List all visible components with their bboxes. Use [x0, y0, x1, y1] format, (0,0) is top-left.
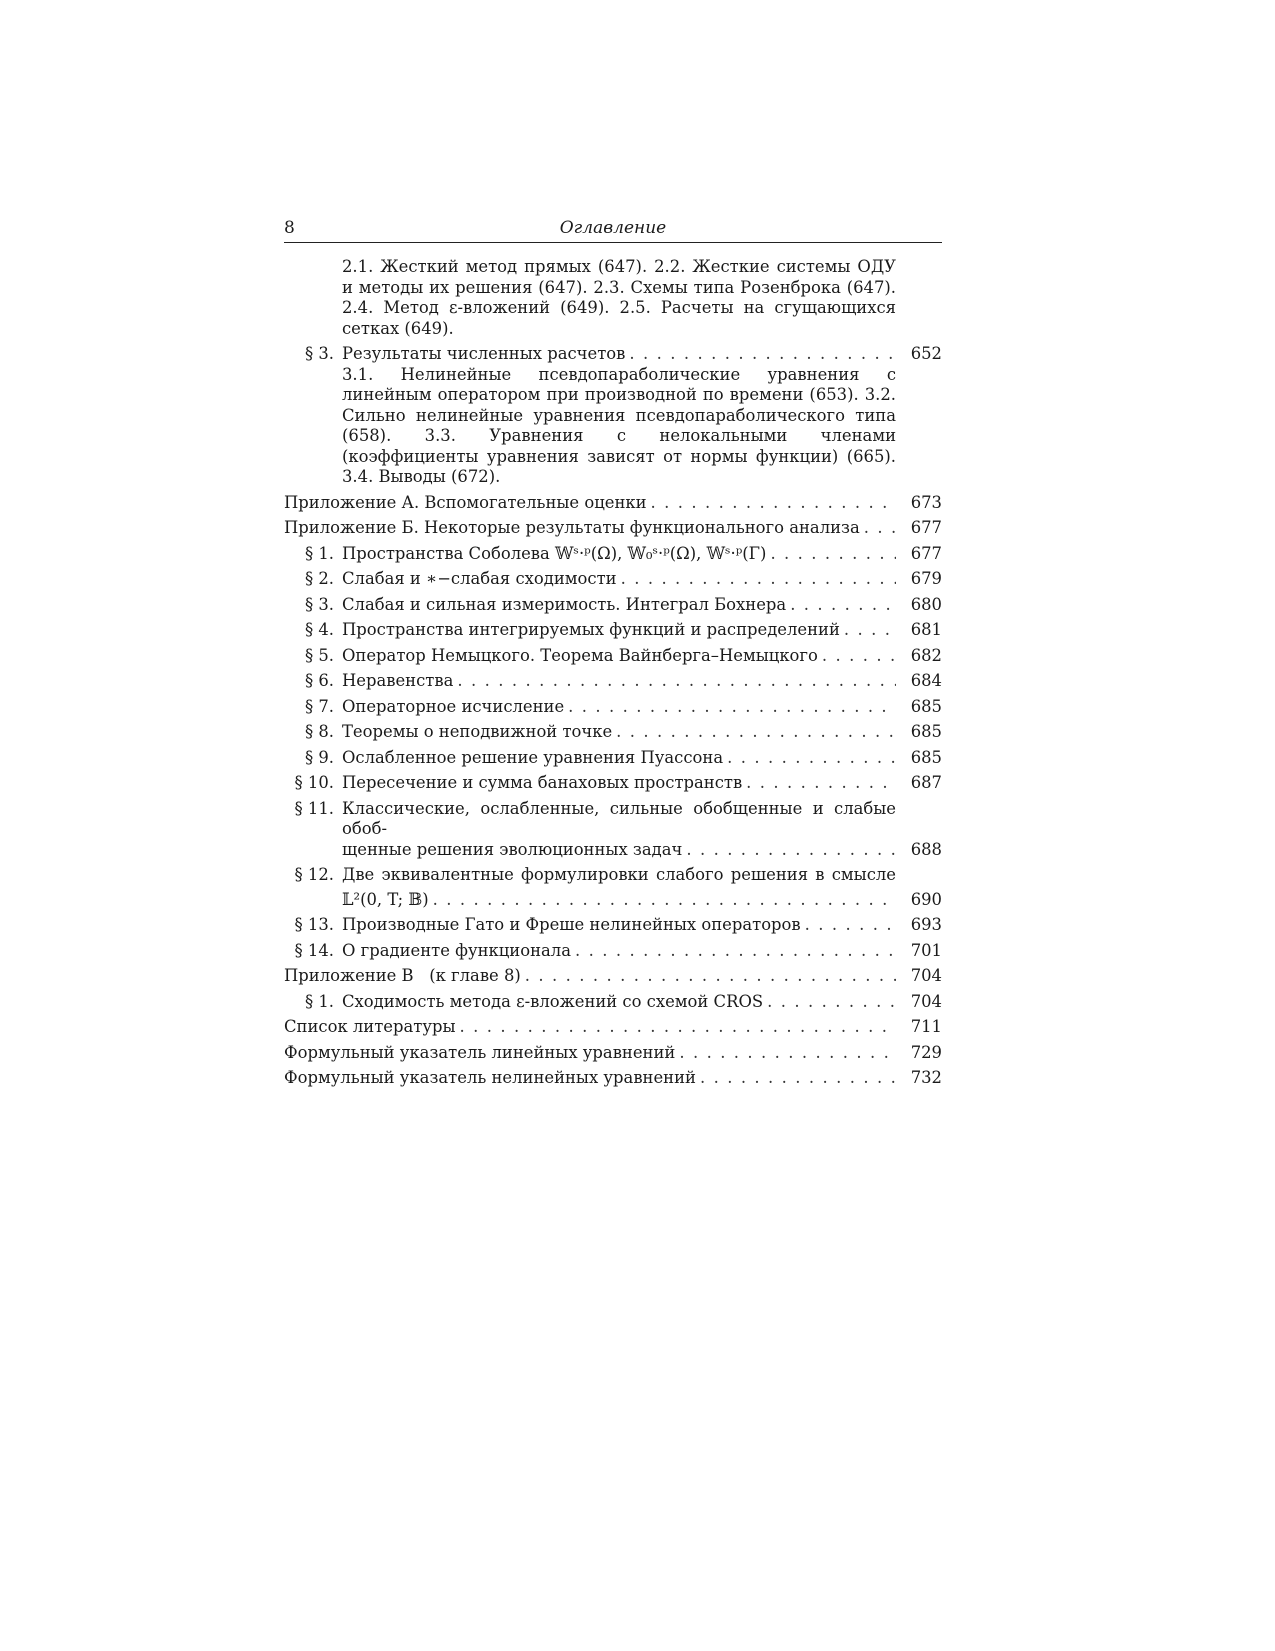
- leader-dots: [822, 646, 896, 667]
- entry-title-line-2: 𝕃²(0, T; 𝔹): [342, 889, 429, 909]
- section-number: § 10.: [294, 773, 334, 792]
- leader-dots: [767, 992, 896, 1013]
- entry-title: Теоремы о неподвижной точке: [342, 722, 613, 741]
- leader-dots: [686, 840, 896, 861]
- toc-entry-3[interactable]: [284, 344, 942, 365]
- page-ref: 652: [910, 344, 942, 363]
- toc-list: [284, 243, 942, 1089]
- entry-title: Пересечение и сумма банаховых пространств: [342, 773, 743, 792]
- toc-entry-b9[interactable]: [284, 748, 942, 769]
- leader-dots: [621, 569, 896, 590]
- page-number: 8: [284, 218, 295, 238]
- leader-dots: [844, 620, 896, 641]
- leader-dots: [568, 697, 896, 718]
- toc-entry-b13[interactable]: [284, 915, 942, 936]
- entry-title: Слабая и сильная измеримость. Интеграл Бохнера: [342, 594, 787, 614]
- entry-title: Оператор Немыцкого. Теорема Вайнберга–Немыцкого: [342, 645, 818, 665]
- toc-entry-b8[interactable]: [284, 722, 942, 743]
- section-number: § 2.: [304, 569, 334, 588]
- page-ref: 711: [910, 1017, 942, 1036]
- section-number: § 5.: [304, 645, 334, 665]
- leader-dots: [651, 493, 896, 514]
- leader-dots: [433, 890, 896, 911]
- leader-dots: [679, 1043, 896, 1064]
- toc-entry-b14[interactable]: [284, 941, 942, 962]
- leader-dots: [727, 748, 896, 769]
- entry-title: Слабая и ∗−слабая сходимости: [342, 569, 617, 588]
- page-ref: 682: [910, 645, 942, 665]
- leader-dots: [746, 773, 896, 794]
- section-number: § 3.: [304, 594, 334, 614]
- section-number: § 7.: [304, 696, 334, 716]
- toc-entry-appendix-a[interactable]: [284, 493, 942, 514]
- entry-title: Сходимость метода ε-вложений со схемой CROS: [342, 991, 764, 1011]
- page-ref: 685: [910, 696, 942, 716]
- toc-entry-b2[interactable]: [284, 569, 942, 590]
- subsection-description: 3.1. Нелинейные псевдопараболические уравнения с линейным оператором при производной по времени (653). 3.2. Сильно нелинейные уравнения псевдопараболического типа (658). 3.3. Уравнения с нелокальными членами (коэффициенты уравнения зависят от нормы функции) (665). 3.4. Выводы (672).: [342, 364, 896, 486]
- page-ref: 704: [910, 966, 942, 985]
- section-number: § 4.: [304, 620, 334, 639]
- entry-title: Пространства интегрируемых функций и распределений: [342, 620, 840, 639]
- leader-dots: [790, 595, 896, 616]
- entry-title-line-1: Классические, ослабленные, сильные обобщенные и слабые обоб-: [342, 798, 896, 838]
- section-number: § 1.: [304, 991, 334, 1011]
- leader-dots: [864, 518, 896, 539]
- section-number: § 12.: [294, 865, 334, 884]
- section-number: § 11.: [294, 798, 334, 818]
- section-number: § 9.: [304, 747, 334, 767]
- entry-title: Приложение А. Вспомогательные оценки: [284, 492, 647, 512]
- page-ref: 685: [910, 722, 942, 741]
- page-ref: 680: [910, 594, 942, 614]
- entry-title: Производные Гато и Фреше нелинейных операторов: [342, 915, 801, 934]
- page-ref: 729: [910, 1042, 942, 1062]
- entry-title: Операторное исчисление: [342, 696, 565, 716]
- toc-entry-references[interactable]: [284, 1017, 942, 1038]
- leader-dots: [805, 915, 896, 936]
- leader-dots: [629, 344, 896, 365]
- page-ref: 690: [910, 889, 942, 909]
- page-ref: 681: [910, 620, 942, 639]
- entry-title-line-1: Две эквивалентные формулировки слабого решения в смысле: [342, 865, 896, 884]
- entry-title: Формульный указатель нелинейных уравнений: [284, 1068, 696, 1087]
- leader-dots: [457, 671, 896, 692]
- entry-title: Формульный указатель линейных уравнений: [284, 1042, 676, 1062]
- page-ref: 677: [910, 518, 942, 537]
- entry-title: Результаты численных расчетов: [342, 344, 626, 363]
- toc-entry-v1[interactable]: [284, 992, 942, 1013]
- entry-title: Неравенства: [342, 671, 454, 690]
- toc-entry-b6[interactable]: [284, 671, 942, 692]
- page-ref: 685: [910, 747, 942, 767]
- entry-title: Ослабленное решение уравнения Пуассона: [342, 747, 724, 767]
- entry-title-line-2: щенные решения эволюционных задач: [342, 839, 683, 859]
- entry-title: Приложение Б. Некоторые результаты функционального анализа: [284, 518, 860, 537]
- toc-entry-nonlinear-index[interactable]: [284, 1068, 942, 1089]
- leader-dots: [700, 1068, 896, 1089]
- page-ref: 687: [910, 773, 942, 792]
- page-ref: 701: [910, 940, 942, 960]
- entry-title: Список литературы: [284, 1017, 456, 1036]
- page-ref: 704: [910, 991, 942, 1011]
- page-ref: 679: [910, 569, 942, 588]
- section-number: § 6.: [304, 671, 334, 690]
- page-ref: 677: [910, 543, 942, 563]
- section-number: § 13.: [294, 915, 334, 934]
- page-ref: 673: [910, 492, 942, 512]
- entry-title: Пространства Соболева 𝕎ˢ·ᵖ(Ω), 𝕎₀ˢ·ᵖ(Ω), 𝕎ˢ·ᵖ(Γ): [342, 543, 767, 563]
- toc-entry-b12[interactable]: [284, 865, 942, 910]
- toc-entry-b3[interactable]: [284, 595, 942, 616]
- page-header: [284, 208, 942, 243]
- leader-dots: [525, 966, 896, 987]
- entry-title: О градиенте функционала: [342, 940, 571, 960]
- page-ref: 732: [910, 1068, 942, 1087]
- toc-entry-b11[interactable]: [284, 799, 942, 861]
- leader-dots: [575, 941, 896, 962]
- toc-entry-b5[interactable]: [284, 646, 942, 667]
- toc-entry-b10[interactable]: [284, 773, 942, 794]
- section-number: § 8.: [304, 722, 334, 741]
- leader-dots: [770, 544, 896, 565]
- page-ref: 693: [910, 915, 942, 934]
- toc-entry-b1[interactable]: [284, 544, 942, 565]
- leader-dots: [460, 1017, 896, 1038]
- page-ref: 684: [910, 671, 942, 690]
- running-title: Оглавление: [559, 218, 667, 238]
- entry-title: Приложение В (к главе 8): [284, 966, 521, 985]
- section-number: § 1.: [304, 543, 334, 563]
- subsection-description: 2.1. Жесткий метод прямых (647). 2.2. Жесткие системы ОДУ и методы их решения (647). 2.3. Схемы типа Розенброка (647). 2.4. Метод ε-вложений (649). 2.5. Расчеты на сгущающихся сетках (649).: [342, 257, 896, 338]
- toc-entry-linear-index[interactable]: [284, 1043, 942, 1064]
- toc-entry-b7[interactable]: [284, 697, 942, 718]
- section-number: § 14.: [294, 940, 334, 960]
- section-number: § 3.: [304, 344, 334, 363]
- page-ref: 688: [910, 839, 942, 859]
- toc-entry-appendix-v[interactable]: [284, 966, 942, 987]
- toc-page: [284, 208, 942, 1089]
- toc-entry-b4[interactable]: [284, 620, 942, 641]
- leader-dots: [616, 722, 896, 743]
- toc-entry-appendix-b[interactable]: [284, 518, 942, 539]
